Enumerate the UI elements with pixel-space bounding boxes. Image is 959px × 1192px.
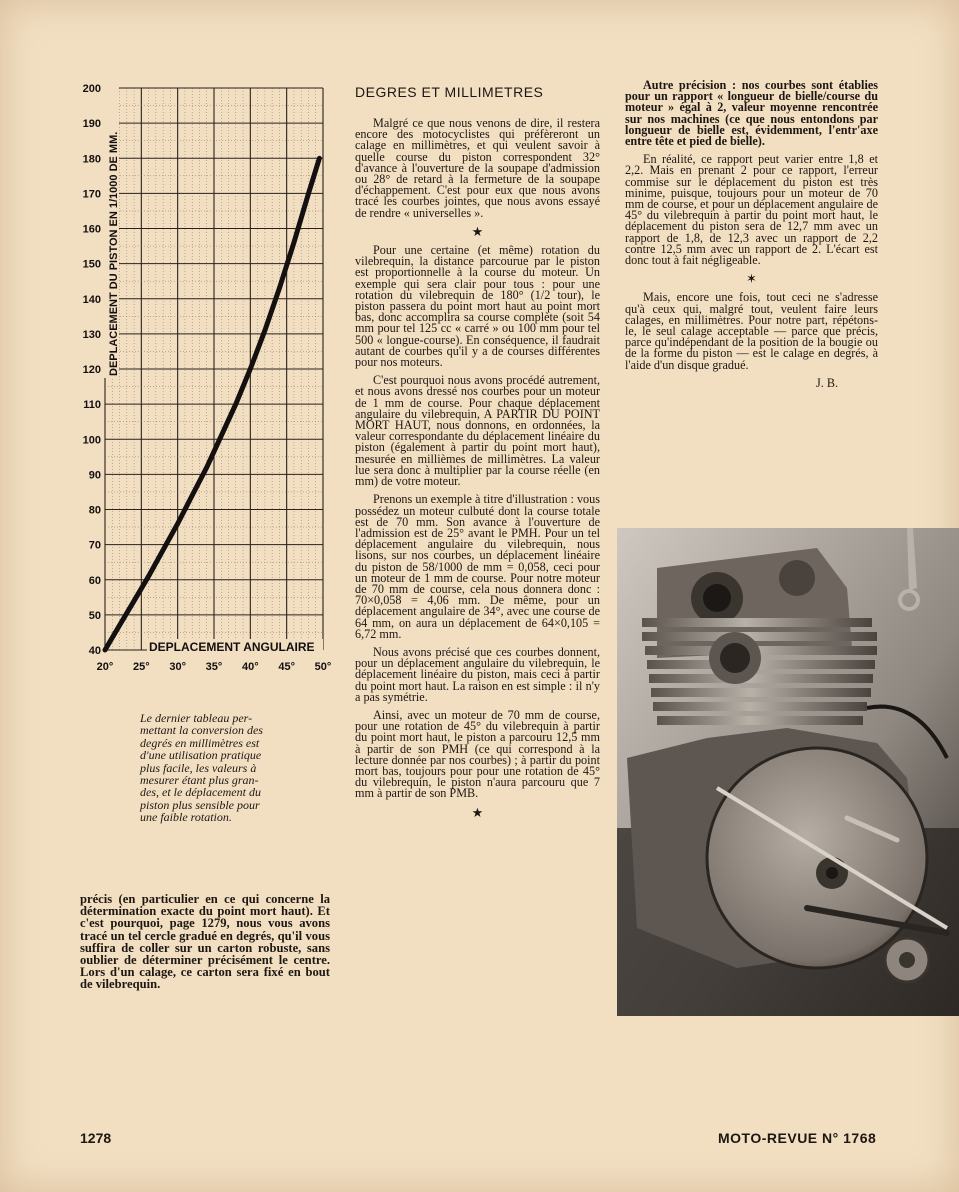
y-tick-label: 80	[88, 504, 101, 517]
x-axis-label: DEPLACEMENT ANGULAIRE	[149, 640, 315, 654]
middle-paragraph-4: Prenons un exemple à titre d'illustration : vous possédez un moteur culbuté dont la course totale est de 70 mm. Son avance à l'ouverture de l'admission est de 25° avant le PMH. Pour un tel déplacement angulaire du vilebrequin, nous lisons, sur nos courbes, un déplacement linéaire du piston de 58/1000 de mm = 0,058, ceci pour un moteur de 1 mm de course. Pour notre moteur de 70 mm de course, cela nous donnera donc : 70×0,058 = 4,06 mm. De même, pour un déplacement angulaire de 34°, avec une course de 64 mm, on aura un déplacement de 64×0,105 = 6,72 mm.	[355, 492, 600, 641]
article-heading: DEGRES ET MILLIMETRES	[355, 84, 544, 100]
x-tick-label: 40°	[242, 661, 259, 673]
star-separator: ★	[471, 804, 484, 820]
x-tick-labels	[97, 661, 332, 673]
x-tick-label: 35°	[205, 661, 223, 673]
page-number: 1278	[80, 1130, 112, 1146]
right-paragraph-3: Mais, encore une fois, tout ceci ne s'adresse qu'à ceux qui, malgré tout, veulent faire leurs calages, en millimètres. Pour notre part, répétons-le, le seul calage acceptable — parce que précis, parce qu'indépendant de la position de la bougie ou de la forme du piston — est le calage en degrés, à l'aide d'un disque gradué.	[625, 290, 878, 372]
y-tick-label: 190	[82, 118, 101, 131]
y-axis-label: DEPLACEMENT DU PISTON EN 1/1000 DE MM.	[108, 131, 120, 376]
middle-paragraph-6: Ainsi, avec un moteur de 70 mm de course, pour une rotation de 45° du vilebrequin à partir du point mort haut, le piston a parcouru 12,5 mm à partir de son PMH (ce qui correspond à la lecture donnée par nos courbes) ; à partir du point mort bas, toujours pour pour une rotation de 45° du vilebrequin, le piston n'aura parcouru que 7 mm à partir de son PMB.	[355, 707, 600, 801]
y-tick-label: 70	[88, 539, 101, 552]
caption-line: plus facile, les valeurs à	[140, 760, 257, 775]
x-tick-label: 50°	[314, 661, 332, 673]
middle-paragraph-3: C'est pourquoi nous avons procédé autrement, et nous avons dressé nos courbes pour un moteur de 1 mm de course. Pour chaque déplacement angulaire du vilebrequin, A PARTIR DU POINT MORT HAUT, nous donnons, en ordonnées, la valeur correspondante du déplacement linéaire du piston (également à partir du point mort haut), mesurée en millièmes de millimètres. La valeur lue sera donc à multiplier par la course réelle (en mm) de votre moteur.	[355, 373, 600, 489]
chart-caption	[140, 712, 310, 824]
caption-line: Le dernier tableau per-	[140, 711, 253, 725]
middle-paragraph-5: Nous avons précisé que ces courbes donnent, pour un déplacement angulaire du vilebrequin, le déplacement linéaire du piston, mais ceci à partir du point mort haut. La raison en est simple : il n'y a pas symétrie.	[355, 644, 600, 704]
middle-paragraph-2: Pour une certaine (et même) rotation du vilebrequin, la distance parcourue par le piston est proportionnelle à la course du moteur. Un exemple qui sera clair pour tous : pour une rotation du vilebrequin de 180° (1/2 tour), le piston passera du point mort haut au point mort bas, donc accomplira sa course complète (soit 54 mm pour tel 125 cc « carré » ou 100 mm pour tel 500 « longue-course). En conséquence, il faudrait autant de courbes qu'il y a de courses différentes pour nos moteurs.	[355, 243, 600, 370]
caption-line: des, et le déplacement du	[140, 785, 261, 800]
author-signature: J. B.	[815, 375, 838, 390]
star-separator: ★	[471, 223, 484, 239]
y-tick-label: 120	[82, 364, 101, 376]
caption-line: une faible rotation.	[140, 810, 232, 825]
y-tick-label: 200	[82, 83, 101, 95]
caption-line: piston plus sensible pour	[140, 797, 260, 812]
star-separator: ✶	[746, 271, 757, 287]
caption-line: degrés en millimètres est	[140, 735, 260, 750]
right-column	[625, 80, 878, 389]
left-paragraph: précis (en particulier en ce qui concerne la détermination exacte du point mort haut). Et c'est pourquoi, page 1279, nous vous avons tracé un tel cercle gradué en degrés, qu'il vous suffira de coller sur un carton robuste, sans oublier de déterminer précisément le centre. Lors d'un calage, ce carton sera fixé en bout de vilebrequin.	[80, 892, 330, 992]
x-tick-label: 25°	[133, 661, 150, 673]
chart-grid	[105, 88, 323, 650]
y-tick-label: 100	[82, 434, 101, 447]
middle-paragraph-1: Malgré ce que nous venons de dire, il restera encore des motocyclistes qui préfèreront un calage en millimètres, et qui veulent savoir à quelle course du piston correspondent 32° d'avance à l'ouverture de la soupape d'admission ou 28° de retard à la fermeture de la soupape d'échappement. C'est pour eux que nous avons tracé les courbes jointes, que nous avons essayé de rendre « universelles ».	[355, 116, 600, 220]
y-tick-label: 90	[88, 469, 101, 482]
x-tick-label: 20°	[96, 661, 114, 673]
y-tick-label: 140	[82, 293, 101, 306]
right-paragraph-2: En réalité, ce rapport peut varier entre 1,8 et 2,2. Mais en prenant 2 pour ce rapport, l'erreur commise sur le déplacement du piston est très minime, puisque, toujours pour un moteur de 70 mm de course, et pour un déplacement angulaire de 45° du vilebrequin à partir du point mort haut, le déplacement du piston sera de 12,7 mm avec un rapport de 1,8, de 12,3 avec un rapport de 2,2 contre 12,5 mm avec un rapport de 2. L'écart est donc tout à fait négligeable.	[625, 152, 878, 268]
y-tick-labels	[83, 83, 101, 657]
x-tick-label: 45°	[278, 661, 295, 673]
y-tick-label: 170	[82, 188, 101, 201]
engine-photo	[617, 528, 959, 1016]
y-tick-label: 130	[82, 328, 101, 341]
y-tick-label: 50	[88, 609, 101, 622]
middle-column	[355, 118, 600, 826]
y-tick-label: 40	[88, 645, 101, 657]
left-column-text	[80, 893, 330, 998]
x-tick-label: 30°	[169, 661, 186, 673]
caption-line: d'une utilisation pratique	[140, 748, 262, 763]
y-tick-label: 180	[82, 153, 101, 166]
right-paragraph-1: Autre précision : nos courbes sont établies pour un rapport « longueur de bielle/course du moteur » égal à 2, valeur moyenne rencontrée sur nos machines (ce que nous entondons par longueur de bielle est, évidemment, l'entr'axe entre tête et pied de bielle).	[625, 78, 878, 149]
y-tick-label: 150	[82, 258, 101, 271]
y-tick-label: 60	[88, 574, 101, 587]
caption-line: mettant la conversion des	[140, 723, 263, 738]
y-tick-label: 160	[82, 223, 101, 236]
magazine-issue: MOTO-REVUE N° 1768	[718, 1130, 877, 1146]
caption-line: mesurer étant plus gran-	[140, 773, 259, 788]
y-tick-label: 110	[83, 399, 101, 412]
engine-illustration	[617, 528, 959, 1016]
conversion-chart	[75, 78, 335, 678]
